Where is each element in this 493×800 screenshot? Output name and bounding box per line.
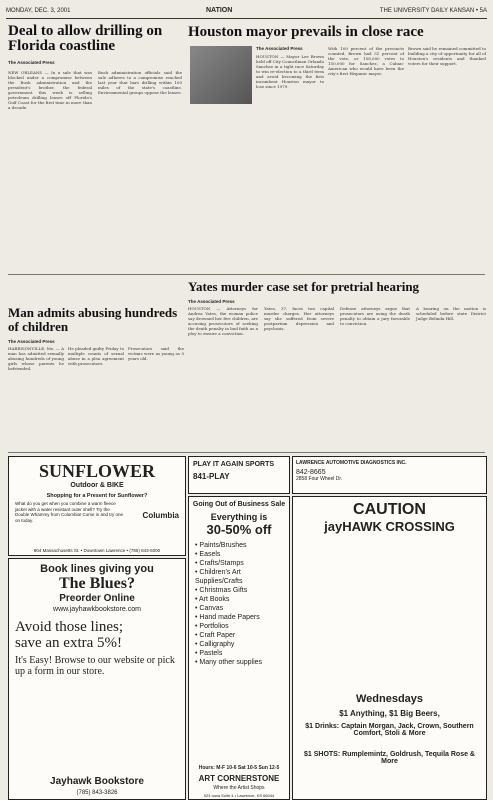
brand-logo: Columbia [142,511,179,520]
ad-title: CAUTION [353,501,426,518]
story-florida-drilling [8,24,184,274]
list-item: • Crafts/Stamps [195,560,244,567]
body-text-2: With 100 percent of the precincts counted, Brown had 51 percent of the vote, or 158,000 votes to 150,000 for Sanchez, a Cuban-American who would have been the city's first Hispanic mayor. [328,46,404,76]
ad-phone: 842-8665 [296,469,326,476]
store-name: ART CORNERSTONE [198,774,280,783]
ad-line: $1 Drinks: Captain Morgan, Jack, Crown, Southern Comfort, Stoli & More [305,723,474,737]
ad-line: $1 SHOTS: Rumplemintz, Goldrush, Tequila Rose & More [303,751,475,765]
mayor-photo [190,46,252,104]
ad-line: $1 Anything, $1 Big Beers, [339,709,440,718]
ad-sunflower[interactable] [8,456,186,556]
ad-day: Wednesdays [355,693,424,705]
headline: Man admits abusing hundreds of children [8,306,178,334]
ad-subtitle: Outdoor & BIKE [70,482,124,489]
page-header [6,6,487,19]
item-list [195,541,289,667]
byline: The Associated Press [188,299,235,304]
ad-bookstore[interactable] [8,558,186,800]
store-phone: (785) 843-3826 [76,790,118,796]
list-item: • Portfolios [195,623,229,630]
byline: The Associated Press [8,339,55,344]
body-text-3: Brown said he remained committed to building a city of opportunity for all of Houston's residents and thanked voters for their support. [408,46,486,66]
ad-line: The Blues? [58,575,135,592]
store-tagline: Where the Artist Shops [213,785,265,791]
ad-art-cornerstone[interactable] [188,496,290,800]
list-item: • Christmas Gifts [195,587,248,594]
ad-line1: Shopping for a Present for Sunflower? [46,493,148,499]
body-text: NEW ORLEANS — In a sale that was blocked under a compromise between the Bush administration and the president's brother, the federal government this week is selling petroleum drilling leases off Florida's Gulf Coast for the first time in more than a decade. [8,70,92,110]
list-item: • Pastels [195,650,223,657]
ad-line: Book lines giving you [40,563,154,575]
list-item: • Art Books [195,596,230,603]
header-section: NATION [206,7,233,14]
ad-footer: 804 Massachusetts St. • Downtown Lawrence • (785) 843-5000 [33,548,161,553]
divider [8,274,485,275]
ad-phone: 841-PLAY [193,472,230,481]
header-date: MONDAY, DEC. 3, 2001 [6,8,71,14]
ad-line: It's Easy! Browse to our website or pick up a form in our store. [15,655,175,677]
body-text-2: Bush administration officials said the sale adheres to a compromise reached last year that bars drilling within 100 miles of the state's coastline. Environmental groups oppose the leases. [98,70,182,95]
list-item: • Canvas [195,605,224,612]
body-text-2: Yates, 37, faces two capital murder charges. Her attorneys say she suffered from severe postpartum depression and psychosis. [264,306,334,331]
story-houston-mayor [188,24,488,274]
ad-hours: Hours: M-F 10-6 Sat 10-5 Sun 12-5 [198,765,280,771]
story-abuse [8,306,184,446]
ad-line2: What do you get when you combine a warm fleece jacket with a water resistant outer shell? Try the Double Whammy from Columbia! Come in and try one on today. [15,501,124,523]
headline: Yates murder case set for pretrial hearing [188,280,420,294]
ad-top: Going Out of Business Sale [192,501,286,508]
ad-playit[interactable] [188,456,290,494]
list-item: • Easels [195,551,221,558]
ad-url[interactable]: www.jayhawkbookstore.com [53,606,141,613]
byline: The Associated Press [8,60,55,65]
ad-discount: 30-50% off [206,522,272,537]
body-text-4: A hearing on the motion is scheduled before state District Judge Belinda Hill. [416,306,486,321]
header-paper: THE UNIVERSITY DAILY KANSAN • 5A [379,8,487,14]
list-item: • Craft Paper [195,632,236,639]
headline: Deal to allow drilling on Florida coastline [8,24,163,54]
byline: The Associated Press [256,46,303,51]
list-item: • Many other supplies [195,659,263,666]
ad-caution-jayhawk-crossing[interactable] [292,496,487,800]
list-item: • Paints/Brushes [195,542,247,549]
divider [8,452,485,453]
ad-lawrence-automotive[interactable] [292,456,487,494]
ad-line: Everything is [210,512,268,522]
list-item: • Calligraphy [195,641,235,648]
body-text: HOUSTON — Attorneys for Andrea Yates, the woman police say drowned her five children, are accusing prosecutors of seeking the death penalty in bad faith as a ploy to ensure a conviction. [188,306,258,336]
ad-title: LAWRENCE AUTOMOTIVE DIAGNOSTICS INC. [296,460,407,466]
store-name: Jayhawk Bookstore [50,776,144,787]
headline: Houston mayor prevails in close race [188,24,424,40]
ad-title: PLAY IT AGAIN SPORTS [193,461,275,468]
ad-address: 2858 Four Wheel Dr. [296,476,343,482]
body-text: HARRISONVILLE, Mo. — A man has admitted sexually abusing hundreds of young girls whose parents he befriended. [8,346,64,371]
ad-subtitle: jayHAWK CROSSING [324,519,455,534]
list-item: • Hand made Papers [195,614,260,621]
body-text-3: Defense attorneys argue that prosecutors are using the death penalty to obtain a jury favorable to conviction. [340,306,410,326]
ad-line: Avoid those lines; save an extra 5%! [15,619,124,651]
list-item: • Children's Art Supplies/Crafts [195,569,243,585]
body-text: HOUSTON — Mayor Lee Brown held off City Councilman Orlando Sanchez in a tight race Saturday to win re-election to a third term and avoid becoming the first incumbent Houston mayor to lose since 1979. [256,54,324,89]
body-text-2: He pleaded guilty Friday to multiple counts of sexual abuse in a plea agreement with prosecutors. [68,346,124,366]
body-text-3: Prosecutors said the victims were as young as 5 years old. [128,346,184,361]
ad-line: Preorder Online [59,593,135,604]
story-yates-case [188,280,488,450]
ad-title: SUNFLOWER [38,461,155,481]
store-address: 923 Iowa Suite 4 • Lawrence, KS 66044 [203,793,275,798]
